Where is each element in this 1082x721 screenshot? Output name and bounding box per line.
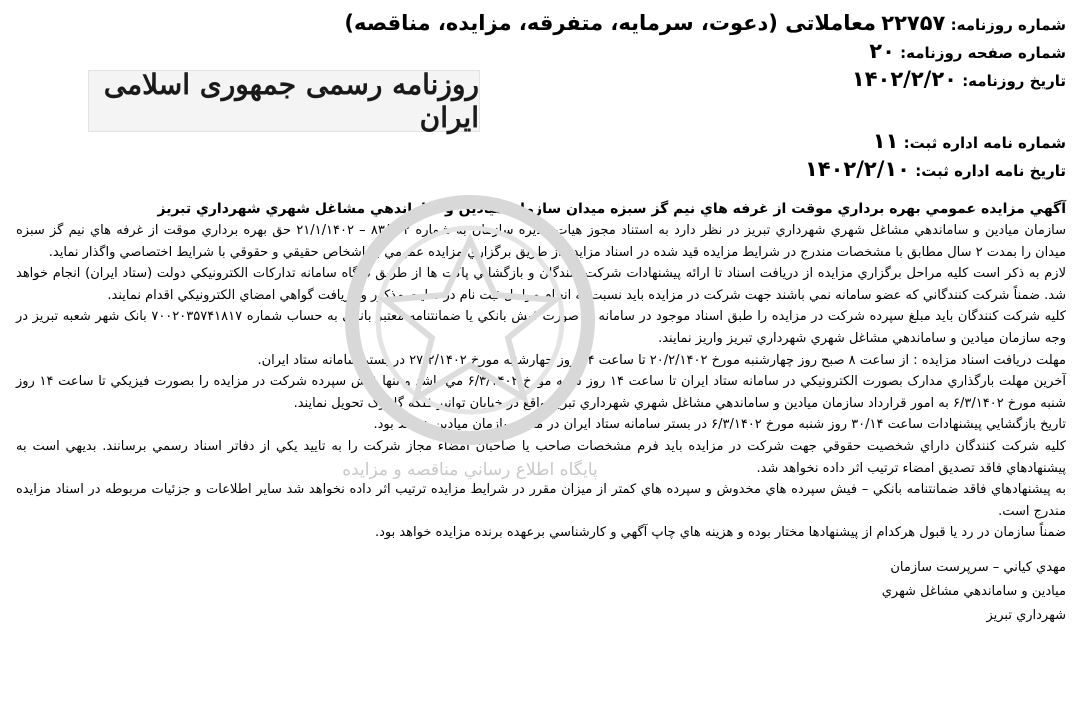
newspaper-category: معاملاتی (دعوت، سرمایه، متفرقه، مزایده، مناقصه) bbox=[344, 11, 877, 35]
signatory-name: مهدي کياني – سرپرست سازمان bbox=[890, 559, 1066, 575]
watermark-text: پايگاه اطلاع رساني مناقصه و مزايده bbox=[342, 460, 598, 480]
registry-letter-number: ۱۱ bbox=[872, 129, 899, 153]
official-gazette-logo-text: روزنامه رسمی جمهوری اسلامی ایران bbox=[103, 68, 479, 134]
notice-body bbox=[16, 220, 1066, 544]
notice-paragraph: سازمان ميادين و ساماندهي مشاغل شهري شهرداري تبريز در نظر دارد به استناد مجوز هيات مديره سازمان به شماره ۸۳/۱۴۲ – ۲۱/۱/۱۴۰۲ حق بهره برداري موقت از غرفه هاي نيم گز سبزه ميدان را بمدت ۲ سال مطابق با مشخصات مندرج در شرايط مزايده قيد شده در اسناد مزايده از طريق برگزاري مزايده عمومي به اشخاص حقيقي و حقوقي با شرايط اختصاصي واگذار نمايد. bbox=[16, 223, 1067, 260]
newspaper-number-label: شماره روزنامه: bbox=[950, 16, 1066, 34]
newspaper-number: ۲۲۷۵۷ bbox=[881, 11, 946, 35]
notice-paragraph: مهلت دريافت اسناد مزايده : از ساعت ۸ صبح روز چهارشنبه مورخ ۲۰/۲/۱۴۰۲ تا ساعت ۱۴ روز چهارشنبه مورخ ۲۷/۲/۱۴۰۲ در بستر سامانه ستاد ايران. bbox=[257, 352, 1066, 368]
notice-title: آگهي مزايده عمومي بهره برداري موقت از غرفه هاي نيم گز سبزه ميدان سازمان ميادين و ساماندهي مشاغل شهري شهرداري تبريز bbox=[157, 201, 1066, 217]
registry-letter-date-line bbox=[16, 156, 1066, 184]
registry-letter-date: ۱۴۰۲/۲/۱۰ bbox=[804, 157, 910, 181]
signature-block bbox=[16, 556, 1066, 628]
page-number-line bbox=[16, 38, 1066, 66]
registry-info bbox=[16, 128, 1066, 184]
signatory-municipality: شهرداري تبريز bbox=[986, 607, 1066, 623]
newspaper-date-label: تاریخ روزنامه: bbox=[962, 72, 1066, 90]
official-gazette-logo bbox=[88, 70, 480, 132]
notice-paragraph: تاريخ بازگشايي پيشنهادات ساعت ۳۰/۱۴ روز شنبه مورخ ۶/۳/۱۴۰۲ در بستر سامانه ستاد ايران در محل سازمان ميادين خواهد بود. bbox=[373, 417, 1066, 433]
newspaper-date: ۱۴۰۲/۲/۲۰ bbox=[851, 67, 957, 91]
notice-paragraph: آخرين مهلت بارگذاري مدارک بصورت الکترونيکي در سامانه ستاد ايران تا ساعت ۱۴ روز شنبه مورخ ۶/۳/۱۴۰۲ مي باشد و تنها فيش سپرده شرکت در مزايده را بصورت فيزيکي تا ساعت ۱۴ روز شنبه مورخ ۶/۳/۱۴۰۲ به امور قرارداد سازمان ميادين و ساماندهي مشاغل شهري شهرداري تبريز واقع در خيابان توانير فلکه گلپارک تحويل نمايند. bbox=[16, 374, 1067, 411]
signatory-org: ميادين و ساماندهي مشاغل شهري bbox=[881, 583, 1066, 599]
page-number-label: شماره صفحه روزنامه: bbox=[900, 44, 1066, 62]
registry-letter-number-label: شماره نامه اداره ثبت: bbox=[903, 134, 1066, 152]
notice-paragraph: لازم به ذکر است کليه مراحل برگزاري مزايده از دريافت اسناد تا ارائه پيشنهادات شرکت کنندگان و بازگشايي پاکت ها از طريق درگاه سامانه تدارکات الکترونيکي دولت (ستاد ايران) انجام خواهد شد. ضمناً شرکت کنندگاني که عضو سامانه نمي باشند جهت شرکت در مزايده بايد نسبت به انجام مراحل ثبت نام در سايت مذکور و دريافت گواهي امضاي الکترونيکي اقدام نمايند. bbox=[16, 266, 1066, 303]
notice-paragraph: کليه شرکت کنندگان داراي شخصيت حقوقي جهت شرکت در مزايده بايد فرم مشخصات صاحب يا صاحبان امضاء مجاز شرکت را به تاييد يکي از دفاتر اسناد رسمي برسانند. بديهي است به پيشنهادهاي فاقد تصديق امضاء ترتيب اثر داده نخواهد شد. bbox=[16, 438, 1066, 476]
registry-letter-date-label: تاریخ نامه اداره ثبت: bbox=[915, 162, 1066, 180]
page-number: ۲۰ bbox=[869, 39, 895, 63]
notice-paragraph: کليه شرکت کنندگان بايد مبلغ سپرده شرکت در مزايده را طبق اسناد موجود در سامانه به صورت فيش بانکي يا ضمانتنامه معتبر بانکي به حساب شماره ۷۰۰۲۰۳۵۷۴۱۸۱۷ بانک شهر شعبه تبريز در وجه سازمان ميادين و ساماندهي مشاغل شهري شهرداري تبريز واريز نمايند. bbox=[16, 309, 1066, 346]
notice-paragraph: به پيشنهادهاي فاقد ضمانتنامه بانکي – فيش سپرده هاي مخدوش و سپرده هاي کمتر از ميزان مقرر در شرايط مزايده ترتيب اثر داده نخواهد شد ساير اطلاعات و جزئيات مربوطه در اسناد مزايده مندرج است. bbox=[16, 482, 1066, 519]
notice-paragraph: ضمناً سازمان در رد يا قبول هرکدام از پيشنهادها مختار بوده و هزينه هاي چاپ آگهي و کارشناسي برعهده برنده مزايده خواهد بود. bbox=[374, 525, 1066, 541]
newspaper-number-line bbox=[16, 10, 1066, 38]
